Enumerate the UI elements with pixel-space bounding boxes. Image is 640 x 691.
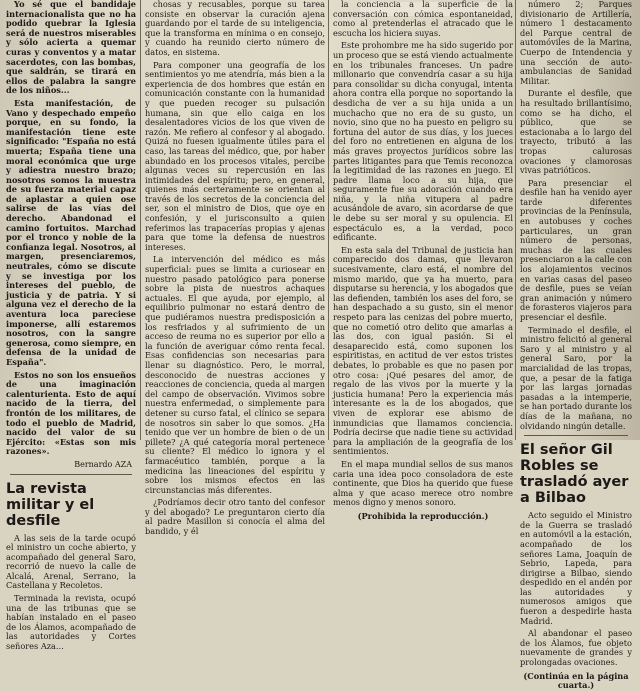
article-paragraph: En el mapa mundial sellos de sus manos caria una idea poco consoladora de este continente, que Dios ha querido que fuese alma y que acaso merece otro nombre menos digno y menos sonoro. [333,458,513,508]
article-separator [10,474,132,475]
column-1 [6,0,136,652]
article-paragraph: ¿Podríamos decir otro tanto del confesor y del abogado? Le preguntaron cierto día al padre Masillon si conocía el alma del bandido, y él [145,497,325,537]
continued-notice: (Continúa en la página cuarta.) [523,670,629,691]
article-paragraph: Estos no son los ensueños de una imaginación calenturienta. Esto de aquí nacido de la tierra, del frontón de los militares, de todo el pueblo de Madrid, nacido del valor de su Ejército: «Estas son mis razones». [6,369,136,457]
column-2 [145,0,325,537]
article-paragraph: Para componer una geografía de los sentimientos yo me atendría, más bien a la experiencia de dos hombres que están en comunicación constante con la humanidad y que pueden recoger su pulsación humana, sin que ello caiga en los desalentadores vicios de los que viven de razón. Me refiero al confesor y al abogado. Quizá no fuesen igualmente útiles para el caso, las tareas del médico, que, por haber abundado en los procesos vitales, percibe algunas veces su repercusión en las intimidades del espíritu; pero, en general, quienes más certeramente se orientan al través de los secretos de la conciencia del ser, son el ministro de Dios, que oye en confesión, y el jurisconsulto a quien referimos las trapacerías propias y ajenas para que tome la defensa de nuestros intereses. [145,59,325,252]
article-paragraph: Al abandonar el paseo de los Álamos, fue objeto nuevamente de grandes y prolongadas ovaciones. [520,628,632,668]
article-paragraph: A las seis de la tarde ocupó el ministro un coche abierto, y acompañado del general Saro, recorrió de nuevo la calle de Alcalá, Arenal, Serrano, la Castellana y Recoletos. [6,532,136,591]
article-paragraph: En esta sala del Tribunal de justicia han comparecido dos damas, que llevaron sucesivamente, claro está, el nombre del mismo marido, que ya ha muerto, para disputarse su herencia, y los abogados que las defienden, también los ases del foro, se han despachado a su gusto, sin el menor respeto para las cenizas del pobre muerto, que no cometió otro delito que amarlas a las dos, con igual pasión. Si el desaparecido está, como suponen los espiritistas, en actitud de ver estos tristes debates, lo probable es que no pasen por otro cosa: ¡Qué pesares del amor, de regalo de las vivos por la muerte y la justicia humana! Pero la experiencia más interesante es la de los abogados, que viven de explorar ese abismo de inmundicias que llamamos conciencia. Podría decirse que nadie tiene su actividad para la ampliación de la geografía de los sentimientos. [333,244,513,457]
article-paragraph: chosas y recusables, porque su tarea consiste en observar la curación ajena guardando por el tarde de su inteligencia, que la transforma en mínima o en consejo, y cuando ha reunido cierto número de datos, en sistema. [145,0,325,57]
column-4 [520,0,632,691]
headline-gil-robles: El señor Gil Robles se trasladó ayer a Bilbao [520,442,629,507]
column-rule [140,0,141,440]
article-paragraph: Esta manifestación, de Vano y despechado empeño porque, en su fondo, la manifestación tiene este significado: "España no está muerta; España tiene una moral económica que urge y adiestra nuestro brazo; nosotros somos la muestra de su fuerza material capaz de aplastar a quien ose salirse de las vías del derecho. Abandonad el camino fortuitos. Marchad por el tronco y noble de la confianza legal. Nosotros, al margen, presenciaremos, neutrales, cómo se discute y se investiga por los intereses del pueblo, de justicia y de patria. Y si alguna vez el derecho de la aventura loca pareciese imponerse, allí estaremos nosotros, con la sangre generosa, como siempre, en defensa de la unidad de España". [6,97,136,367]
article-paragraph: Acto seguido el Ministro de la Guerra se trasladó en automóvil a la estación, acompañado de los señores Lama, Joaquín de Sebrio, Lapeda, para dirigirse a Bilbao, siendo despedido en el andén por las autoridades y numerosos amigos que fueron a despedirle hasta Madrid. [520,510,632,626]
reproduction-notice: (Prohibida la reproducción.) [357,510,489,521]
article-paragraph: Terminada la revista, ocupó una de las tribunas que se habían instalado en el paseo de los Álamos, acompañado de las autoridades y Cortes señores Aza... [6,593,136,652]
author-signature: Bernardo AZA [74,459,132,469]
article-paragraph: Durante el desfile, que ha resultado brillantísimo, como se ha dicho, el público, que se estacionaba a lo largo del trayecto, tributó a las tropas calurosas ovaciones y clamorosas vivas patrióticos. [520,88,632,176]
column-rule [515,0,516,440]
article-paragraph: Terminado el desfile, el ministro felicitó al general Saro y al ministro y al general Saro, por la marcialidad de las tropas, que, a pesar de la fatiga por las largas jornadas pasadas a la intemperie, se han portado durante los días de la mañana, no olvidando ningún detalle. [520,324,632,431]
article-paragraph: la conciencia a la superficie de la conversación con cómica espontaneidad, como al pretenderlas el atracado que le escucha los hiciera suyas. [333,0,513,38]
column-3 [333,0,513,521]
article-paragraph: Para presenciar el desfile han ha venido ayer tarde diferentes provincias de la Península, en autobuses y coches particulares, un gran número de personas, muchas de las cuales presenciaron a la calle con los alojamientos vecinos en varias casas del paseo de desfile, pues se veían gran animación y número de forasteros viajeros para presenciar el desfile. [520,177,632,322]
headline-revista-militar: La revista militar y el desfile [6,480,95,529]
column-rule [328,0,329,440]
article-separator [524,435,628,436]
article-paragraph: La intervención del médico es más superficial: pues se limita a curiosear en nuestro pasado patológico para ponerse sobre la pista de nuestros achaques actuales. El que ayuda, por ejemplo, al equilibrio pulmonar no estará dentro de que pudiéramos nuestra predisposición a los resfriados y al sufrimiento de un acceso de reuma no es superior por ello a la función de averiguar cómo renta fecal. Esas confidencias son necesarias para llenar su diagnóstico. Pero, le morral, desconocido de nuestras acciones y reacciones de conciencia, queda al margen del campo de observación. Vivimos sobre nuestra enfermedad, o simplemente para detener su curso fatal, el clínico se separa de nosotros sin saber lo que somos. ¿Ha tenido que ver un hombre de bien o de un pillete? ¿A qué categoría moral pertenece su cliente? El médico lo ignora y el farmacéutico también, porque a la medicina las lineaciones del espíritu y sobre los mismos efectos en las circunstancias más diferentes. [145,254,325,495]
article-paragraph: Yo sé que el bandidaje internacionalista que no ha podido quebrar la Iglesia será de nuestros miserables y sólo acierta a quemar curas y conventos y a matar sacerdotes, con las bombas, que saldrán, se tirará en ellos de palabra la sangre de los niños... [6,0,136,96]
article-paragraph: Este prohombre me ha sido sugerido por un proceso que se está viendo actualmente en los tribunales franceses. Un padre millonario que convendría casar a su hija para consolidar su dicha conyugal, intenta ahora contra ella porque no soportando la desdicha de ver a su hija unida a un muchacho que no era de su gusto, un novio, sino que no ha puesto en peligro su fortuna del autor de sus días, y los jueces del foro no entretienen en alguna de los más graves proyectos jurídicos sobre las partes litigantes para que Temis reconozca la legitimidad de las razones en juego. El padre llama loco a su hija, que seguramente fue su adoración cuando era niña, y la niña vitupera al padre acusándole de avaro, sin acordarse de que le debe su ser moral y su opulencia. El espectáculo es, a la verdad, poco edificante. [333,40,513,243]
article-paragraph: número 2; Parques divisionario de Artillería, número 1 destacamento del Parque central de automóviles de la Marina, Cuerpo de Intendencia y una sección de auto-ambulancias de Sanidad Militar. [520,0,632,86]
